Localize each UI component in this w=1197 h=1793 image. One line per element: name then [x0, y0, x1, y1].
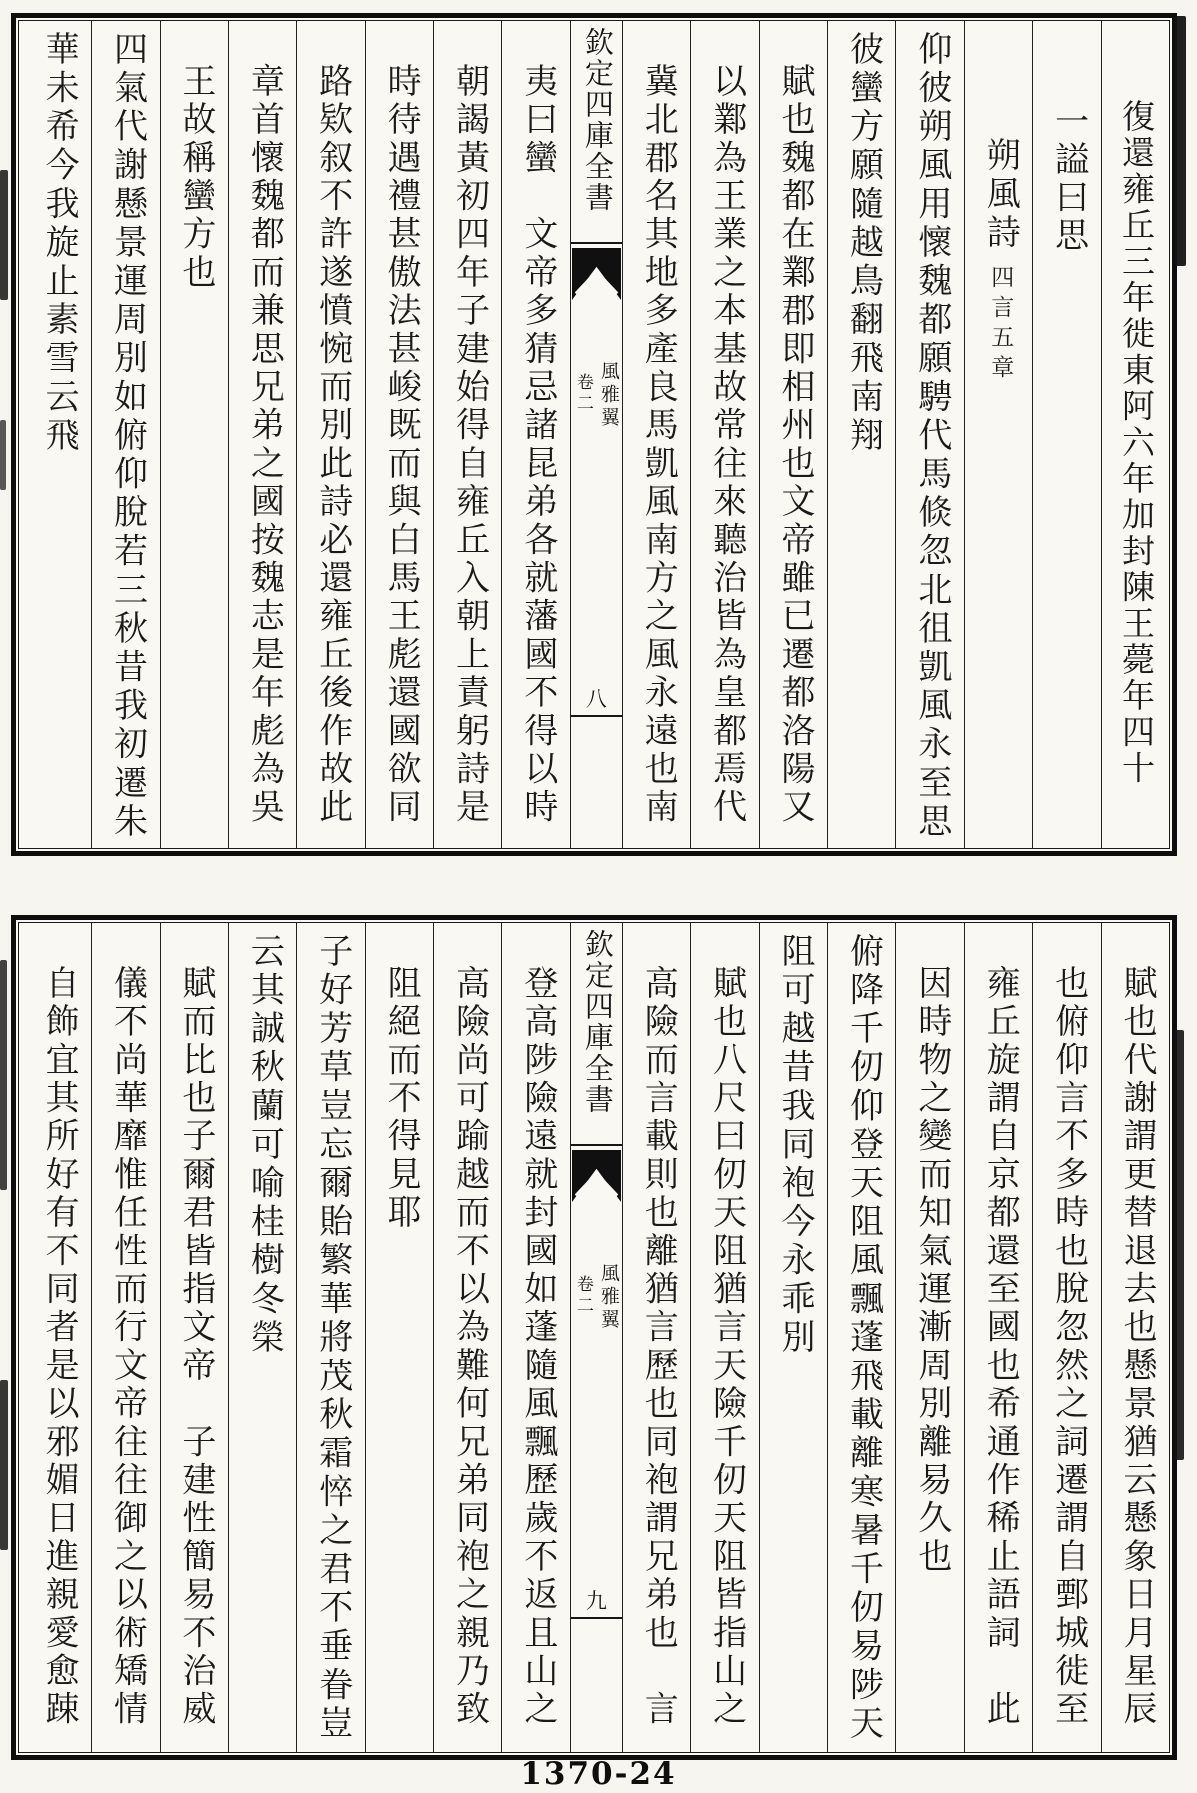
juan-label: 卷二 [572, 373, 593, 415]
commentary-column: 賦也八尺曰仞天阻猶言天險千仞天阻皆指山之 [690, 923, 758, 1752]
commentary-column: 阻絕而不得見耶 [365, 923, 433, 1752]
commentary-column: 以鄴為王業之本基故常往來聽治皆為皇都焉代 [690, 21, 758, 848]
lower-text-frame [18, 922, 1170, 1753]
commentary-column: 自飾宜其所好有不同者是以邪媚日進親愛愈踈 [39, 965, 80, 1729]
poem-column: 俯降千仞仰登天阻風飄蓬飛載離寒暑千仞易陟天 [827, 923, 895, 1752]
poem-title: 朔風詩 [980, 137, 1021, 253]
upper-text-block [11, 13, 1177, 856]
banxin-column-upper [570, 21, 622, 848]
commentary-column: 夷曰蠻 文帝多猜忌諸昆弟各就藩國不得以時 [501, 21, 569, 848]
commentary-column: 賦也代謝謂更替退去也懸景猶云懸象日月星辰 [1101, 923, 1169, 1752]
biography-column: 復還雍丘三年徙東阿六年加封陳王薨年四十 [1101, 21, 1169, 848]
scan-artifact [0, 420, 6, 490]
poem-column: 四氣代謝懸景運周別如俯仰脫若三秋昔我初遷朱 [91, 21, 159, 848]
commentary-column: 賦也魏都在鄴郡即相州也文帝雖已遷都洛陽又 [759, 21, 827, 848]
commentary-column: 王故稱蠻方也 [160, 21, 228, 848]
banxin-divider [571, 1144, 622, 1146]
scan-artifact [0, 960, 7, 1190]
juan-label: 卷二 [572, 1275, 593, 1317]
scan-artifact [1174, 1030, 1184, 1460]
commentary-column: 章首懷魏都而兼思兄弟之國按魏志是年彪為吳 [228, 21, 296, 848]
commentary-column: 也俯仰言不多時也脫忽然之詞遷謂自鄄城徙至 [1032, 923, 1100, 1752]
commentary-column: 因時物之變而知氣運漸周別離易久也 [895, 923, 963, 1752]
poem-column: 彼蠻方願隨越鳥翻飛南翔 [827, 21, 895, 848]
poem-column: 云其誠秋蘭可喻桂樹冬榮 [228, 923, 296, 1752]
poem-subtitle: 四言五章 [987, 264, 1014, 385]
commentary-column: 高險尚可踰越而不以為難何兄弟同袍之親乃致 [433, 923, 501, 1752]
fishtail-icon [572, 1150, 621, 1202]
banxin-book-labels [571, 1263, 622, 1332]
siku-quanshu-title: 欽定四庫全書 [580, 929, 615, 1115]
folio-number: 八 [585, 687, 607, 711]
commentary-column: 高險而言載則也離猶言歷也同袍謂兄弟也 言 [622, 923, 690, 1752]
upper-text-frame [18, 20, 1170, 849]
commentary-column: 路欵叙不許遂憤惋而別此詩必還雍丘後作故此 [296, 21, 364, 848]
fishtail-icon [572, 248, 621, 300]
poem-column: 華未希今我旋止素雪云飛 [39, 31, 80, 456]
poem-column: 阻可越昔我同袍今永乖別 [759, 923, 827, 1752]
commentary-column: 賦而比也子爾君皆指文帝 子建性簡易不治威 [160, 923, 228, 1752]
banxin-column-lower [570, 923, 622, 1752]
scan-artifact [0, 170, 8, 300]
scan-artifact [0, 1380, 8, 1550]
scan-artifact [1175, 16, 1186, 266]
siku-quanshu-title: 欽定四庫全書 [580, 27, 615, 213]
poem-column: 子好芳草豈忘爾貽繁華將茂秋霜悴之君不垂眷豈 [296, 923, 364, 1752]
page-number: 1370-24 [520, 1756, 677, 1792]
lower-text-block [11, 915, 1177, 1760]
poem-column: 仰彼朔風用懷魏都願騁代馬倐忽北徂凱風永至思 [895, 21, 963, 848]
book-title: 風雅翼 [597, 1263, 620, 1332]
commentary-column: 朝謁黃初四年子建始得自雍丘入朝上責躬詩是 [433, 21, 501, 848]
commentary-column: 雍丘旋謂自京都還至國也希通作稀止語詞 此 [964, 923, 1032, 1752]
commentary-column: 冀北郡名其地多產良馬凱風南方之風永遠也南 [622, 21, 690, 848]
commentary-column: 時待遇禮甚傲法甚峻既而與白馬王彪還國欲同 [365, 21, 433, 848]
banxin-divider [571, 1617, 622, 1619]
commentary-column: 儀不尚華靡惟任性而行文帝往往御之以術矯情 [91, 923, 159, 1752]
folio-number: 九 [585, 1589, 607, 1613]
banxin-divider [571, 715, 622, 717]
book-title: 風雅翼 [597, 361, 620, 430]
biography-column: 一謚曰思 [1032, 21, 1100, 848]
banxin-divider [571, 242, 622, 244]
commentary-column: 登高陟險遠就封國如蓬隨風飄歷歲不返且山之 [501, 923, 569, 1752]
banxin-book-labels [571, 361, 622, 430]
poem-title-column [964, 21, 1032, 848]
